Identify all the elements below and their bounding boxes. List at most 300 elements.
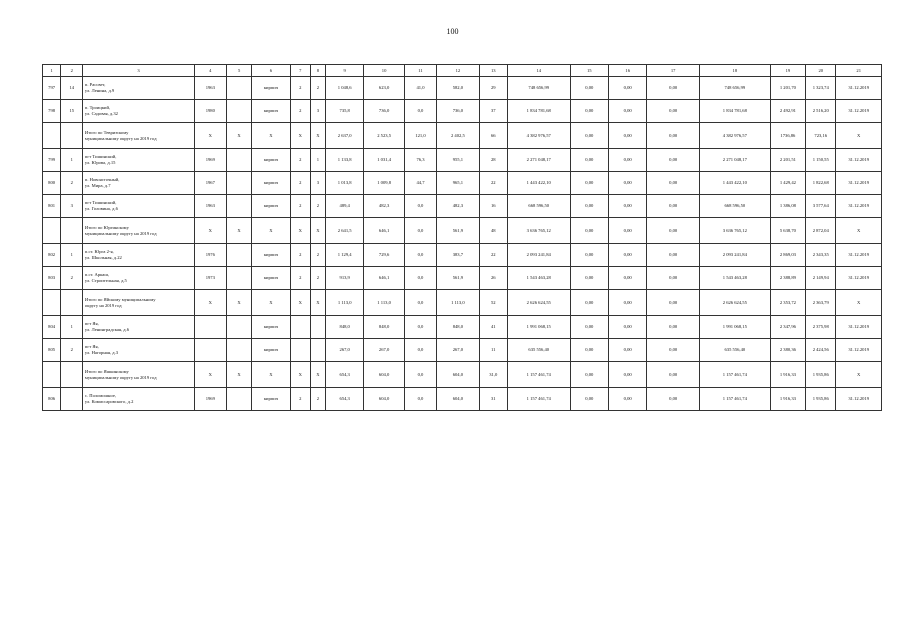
table-cell: 955,1: [437, 149, 479, 172]
column-number: 7: [290, 65, 310, 77]
column-number: 4: [194, 65, 226, 77]
table-cell: 2: [290, 267, 310, 290]
table-cell: 1 935,86: [806, 362, 836, 388]
table-cell: 561,9: [437, 218, 479, 244]
table-cell: 15: [61, 100, 83, 123]
address-cell: Итого по Тевризскому муниципальному округу на 2019 год: [83, 123, 194, 149]
table-cell: 2 347,96: [770, 316, 805, 339]
table-cell: 0,0: [404, 290, 436, 316]
table-cell: 0,00: [608, 316, 646, 339]
address-cell: с. Поломошное, ул. Комиссаровского, д.2: [83, 388, 194, 411]
table-cell: 1 113,0: [437, 290, 479, 316]
table-cell: X: [310, 218, 325, 244]
table-cell: [226, 149, 251, 172]
table-cell: 1: [61, 149, 83, 172]
column-number: 18: [699, 65, 770, 77]
table-cell: кирпич: [252, 195, 290, 218]
table-cell: 1 150,55: [806, 149, 836, 172]
table-cell: 0,0: [404, 316, 436, 339]
table-cell: 1 129,4: [325, 244, 363, 267]
table-cell: 2: [310, 244, 325, 267]
table-row: [43, 100, 882, 123]
table-cell: 1973: [194, 267, 226, 290]
table-cell: 1 133,8: [325, 149, 363, 172]
table-cell: 604,0: [437, 388, 479, 411]
table-cell: 0,00: [647, 244, 700, 267]
table-cell: 1 916,33: [770, 362, 805, 388]
table-cell: X: [290, 290, 310, 316]
table-cell: X: [226, 123, 251, 149]
address-cell: пгт Яя, ул. Нагорная, д.3: [83, 339, 194, 362]
column-number: 11: [404, 65, 436, 77]
table-cell: кирпич: [252, 149, 290, 172]
table-cell: 2 093 241,84: [507, 244, 570, 267]
table-cell: 2 375,98: [806, 316, 836, 339]
table-cell: 2 492,91: [770, 100, 805, 123]
table-cell: [194, 339, 226, 362]
table-cell: 0,00: [647, 149, 700, 172]
address-cell: п.ст. Юрга 2-я, ул. Школьная, д.22: [83, 244, 194, 267]
table-cell: [226, 316, 251, 339]
table-cell: 0,00: [608, 100, 646, 123]
table-cell: 0,00: [647, 77, 700, 100]
table-cell: 2: [290, 195, 310, 218]
table-cell: кирпич: [252, 339, 290, 362]
table-cell: 1 048,6: [325, 77, 363, 100]
table-cell: 0,00: [608, 172, 646, 195]
table-cell: 2 271 048,17: [507, 149, 570, 172]
table-cell: 0,00: [608, 339, 646, 362]
table-cell: 0,00: [608, 362, 646, 388]
table-cell: 0,00: [647, 388, 700, 411]
table-cell: 26: [479, 267, 507, 290]
column-number: 14: [507, 65, 570, 77]
table-cell: 5 638,70: [770, 218, 805, 244]
table-cell: 0,00: [570, 100, 608, 123]
table-cell: 0,00: [647, 123, 700, 149]
table-cell: 29: [479, 77, 507, 100]
table-cell: X: [836, 362, 882, 388]
table-cell: 1: [310, 149, 325, 172]
table-cell: 1967: [194, 172, 226, 195]
table-cell: 4 382 976,57: [507, 123, 570, 149]
table-cell: 0,00: [570, 316, 608, 339]
table-cell: X: [252, 123, 290, 149]
table-cell: 31.12.2019: [836, 172, 882, 195]
column-number: 1: [43, 65, 61, 77]
table-cell: 1 157 461,74: [699, 388, 770, 411]
table-cell: 799: [43, 149, 61, 172]
table-cell: 804: [43, 316, 61, 339]
table-cell: X: [290, 362, 310, 388]
table-cell: 4 382 976,57: [699, 123, 770, 149]
table-cell: 1969: [194, 388, 226, 411]
table-cell: [290, 339, 310, 362]
table-cell: 2 353,72: [770, 290, 805, 316]
table-cell: 801: [43, 195, 61, 218]
table-cell: [61, 218, 83, 244]
table-cell: кирпич: [252, 244, 290, 267]
table-cell: 0,00: [570, 388, 608, 411]
table-cell: 0,0: [404, 244, 436, 267]
column-number: 20: [806, 65, 836, 77]
table-cell: кирпич: [252, 172, 290, 195]
table-cell: X: [226, 362, 251, 388]
address-cell: Итого по Яшкинскому муниципальному округу на 2019 год: [83, 362, 194, 388]
subtotal-row: [43, 362, 882, 388]
table-cell: X: [226, 218, 251, 244]
column-number: 19: [770, 65, 805, 77]
table-cell: 1 013,8: [325, 172, 363, 195]
table-cell: [61, 388, 83, 411]
table-cell: [61, 362, 83, 388]
table-cell: 37: [479, 100, 507, 123]
table-cell: 0,00: [608, 218, 646, 244]
table-cell: 2: [310, 267, 325, 290]
table-cell: 1 323,74: [806, 77, 836, 100]
table-cell: 1 386,08: [770, 195, 805, 218]
table-cell: 2 626 624,55: [507, 290, 570, 316]
table-cell: X: [194, 123, 226, 149]
table-cell: 31: [479, 388, 507, 411]
table-cell: 1 429,42: [770, 172, 805, 195]
subtotal-row: [43, 123, 882, 149]
table-cell: 3 636 765,12: [507, 218, 570, 244]
table-cell: 0,00: [608, 267, 646, 290]
table-cell: 2 271 048,17: [699, 149, 770, 172]
table-cell: 3: [310, 100, 325, 123]
table-cell: 748 656,99: [699, 77, 770, 100]
table-cell: 1 031,4: [364, 149, 404, 172]
column-number: 2: [61, 65, 83, 77]
table-cell: 0,00: [570, 172, 608, 195]
table-cell: [226, 339, 251, 362]
table-cell: 0,00: [608, 244, 646, 267]
table-row: [43, 244, 882, 267]
table-cell: 0,00: [608, 77, 646, 100]
table-cell: X: [310, 290, 325, 316]
address-cell: п.ст. Аркаш, ул. Строительная, д.5: [83, 267, 194, 290]
table-cell: 0,00: [570, 77, 608, 100]
table-cell: 2 402,5: [437, 123, 479, 149]
table-cell: 1: [61, 244, 83, 267]
table-cell: 2 424,56: [806, 339, 836, 362]
table-cell: 736,0: [437, 100, 479, 123]
table-cell: 0,00: [570, 362, 608, 388]
table-cell: X: [226, 290, 251, 316]
table-cell: [61, 123, 83, 149]
column-number: 17: [647, 65, 700, 77]
table-cell: 2 626 624,55: [699, 290, 770, 316]
table-cell: 28: [479, 149, 507, 172]
table-cell: 848,0: [364, 316, 404, 339]
table-cell: 1 991 068,15: [507, 316, 570, 339]
table-cell: 0,00: [608, 388, 646, 411]
table-cell: 0,00: [608, 195, 646, 218]
table-cell: [43, 362, 61, 388]
table-cell: 2: [290, 100, 310, 123]
table-cell: 1 935,86: [806, 388, 836, 411]
table-cell: 0,00: [647, 195, 700, 218]
table-cell: 2: [61, 339, 83, 362]
address-cell: пгт Тишинский, ул. Юрова, д.15: [83, 149, 194, 172]
table-cell: 52: [479, 290, 507, 316]
table-cell: 31.12.2019: [836, 267, 882, 290]
table-cell: 0,00: [647, 100, 700, 123]
table-cell: 668 596,50: [699, 195, 770, 218]
table-cell: 3: [61, 195, 83, 218]
column-number: 13: [479, 65, 507, 77]
address-cell: пгт Яя, ул. Ленинградская, д.6: [83, 316, 194, 339]
table-cell: 1963: [194, 77, 226, 100]
table-cell: X: [252, 218, 290, 244]
table-cell: 1 009,8: [364, 172, 404, 195]
table-cell: 44,7: [404, 172, 436, 195]
table-cell: 14: [61, 77, 83, 100]
table-cell: [43, 123, 61, 149]
table-cell: 66: [479, 123, 507, 149]
table-cell: 0,00: [647, 339, 700, 362]
table-cell: 2 516,20: [806, 100, 836, 123]
table-cell: 805: [43, 339, 61, 362]
table-row: [43, 149, 882, 172]
table-cell: 121,0: [404, 123, 436, 149]
table-cell: 0,0: [404, 362, 436, 388]
table-cell: X: [290, 123, 310, 149]
table-cell: 1 991 068,15: [699, 316, 770, 339]
table-cell: 635 556,40: [699, 339, 770, 362]
table-cell: 0,00: [608, 149, 646, 172]
table-row: [43, 267, 882, 290]
table-cell: 604,0: [364, 362, 404, 388]
table-cell: 0,0: [404, 388, 436, 411]
table-cell: 482,3: [364, 195, 404, 218]
table-cell: 0,00: [647, 316, 700, 339]
table-cell: 1 834 781,68: [507, 100, 570, 123]
table-cell: 1 822,68: [806, 172, 836, 195]
table-cell: 76,3: [404, 149, 436, 172]
page-number: 100: [446, 27, 459, 36]
table-cell: 482,3: [437, 195, 479, 218]
table-cell: 31.12.2019: [836, 339, 882, 362]
table-cell: 806: [43, 388, 61, 411]
table-cell: 3 577,64: [806, 195, 836, 218]
table-cell: 604,0: [437, 362, 479, 388]
table-cell: 0,0: [404, 218, 436, 244]
column-number: 5: [226, 65, 251, 77]
table-cell: кирпич: [252, 77, 290, 100]
column-number: 9: [325, 65, 363, 77]
table-cell: X: [194, 362, 226, 388]
table-cell: 729,6: [364, 244, 404, 267]
table-cell: 0,00: [570, 195, 608, 218]
table-row: [43, 339, 882, 362]
table-cell: 561,9: [437, 267, 479, 290]
table-cell: 2: [61, 267, 83, 290]
table-cell: 3: [310, 172, 325, 195]
table-cell: 31.12.2019: [836, 244, 882, 267]
table-cell: X: [836, 290, 882, 316]
table-cell: 2 201,51: [770, 149, 805, 172]
table-row: [43, 195, 882, 218]
table-body: [43, 65, 882, 411]
table-cell: 1969: [194, 149, 226, 172]
table-cell: 2 523,5: [364, 123, 404, 149]
table-cell: 1 157 461,74: [507, 388, 570, 411]
table-cell: X: [252, 362, 290, 388]
table-cell: 2 869,03: [770, 244, 805, 267]
table-cell: [226, 267, 251, 290]
table-cell: 735,8: [325, 100, 363, 123]
table-cell: 267,0: [364, 339, 404, 362]
table-cell: 1963: [194, 195, 226, 218]
table-cell: 797: [43, 77, 61, 100]
table-cell: 0,00: [570, 244, 608, 267]
table-cell: X: [194, 218, 226, 244]
table-cell: [194, 316, 226, 339]
address-cell: Итого по Юргинскому муниципальному округу на 2019 год: [83, 218, 194, 244]
table-cell: 489,4: [325, 195, 363, 218]
table-cell: 604,0: [364, 388, 404, 411]
table-cell: X: [290, 218, 310, 244]
table-cell: 2: [290, 149, 310, 172]
table-cell: 2: [310, 77, 325, 100]
table-cell: 16: [479, 195, 507, 218]
table-cell: 31.12.2019: [836, 195, 882, 218]
table-cell: 2 149,94: [806, 267, 836, 290]
table-cell: 383,7: [437, 244, 479, 267]
table-cell: [226, 388, 251, 411]
table-cell: 1 113,0: [364, 290, 404, 316]
table-cell: 0,00: [570, 290, 608, 316]
table-cell: 635 556,40: [507, 339, 570, 362]
column-number: 16: [608, 65, 646, 77]
register-table: [42, 64, 882, 411]
table-cell: 848,0: [325, 316, 363, 339]
table-cell: 1 157 461,74: [507, 362, 570, 388]
table-cell: 2: [290, 388, 310, 411]
table-cell: X: [252, 290, 290, 316]
table-cell: 0,00: [570, 149, 608, 172]
table-cell: 913,9: [325, 267, 363, 290]
table-cell: 3 636 765,12: [699, 218, 770, 244]
column-number: 15: [570, 65, 608, 77]
table-cell: 646,1: [364, 267, 404, 290]
table-cell: 1976: [194, 244, 226, 267]
table-cell: X: [836, 218, 882, 244]
table-cell: X: [310, 362, 325, 388]
table-cell: 267,0: [325, 339, 363, 362]
column-number: 21: [836, 65, 882, 77]
table-cell: 11: [479, 339, 507, 362]
table-cell: 41,0: [404, 77, 436, 100]
table-cell: 654,3: [325, 362, 363, 388]
table-cell: кирпич: [252, 267, 290, 290]
table-cell: 965,1: [437, 172, 479, 195]
table-cell: 1980: [194, 100, 226, 123]
table-cell: кирпич: [252, 100, 290, 123]
address-cell: пгт Тишинский, ул. Головина, д.6: [83, 195, 194, 218]
table-row: [43, 172, 882, 195]
address-cell: Итого по Яйскому муниципальному округу на 2019 год: [83, 290, 194, 316]
table-cell: 48: [479, 218, 507, 244]
column-number: 10: [364, 65, 404, 77]
table-cell: 1 543 463,28: [507, 267, 570, 290]
table-cell: [226, 172, 251, 195]
table-cell: кирпич: [252, 388, 290, 411]
table-cell: 2: [290, 244, 310, 267]
column-number: 8: [310, 65, 325, 77]
address-cell: п. Рассвет, ул. Ленина, д.9: [83, 77, 194, 100]
table-cell: 22: [479, 172, 507, 195]
table-cell: 0,00: [647, 172, 700, 195]
table-cell: 798: [43, 100, 61, 123]
table-cell: 41: [479, 316, 507, 339]
table-cell: 0,00: [647, 218, 700, 244]
table-cell: 0,00: [570, 123, 608, 149]
table-cell: 736,0: [364, 100, 404, 123]
table-cell: 31.12.2019: [836, 388, 882, 411]
column-number: 12: [437, 65, 479, 77]
table-cell: 1 157 461,74: [699, 362, 770, 388]
table-cell: [226, 77, 251, 100]
table-cell: 623,0: [364, 77, 404, 100]
subtotal-row: [43, 218, 882, 244]
table-cell: [61, 290, 83, 316]
table-cell: 2: [310, 195, 325, 218]
table-cell: X: [194, 290, 226, 316]
table-row: [43, 316, 882, 339]
table-cell: X: [310, 123, 325, 149]
table-cell: 0,00: [608, 290, 646, 316]
table-cell: [310, 339, 325, 362]
table-cell: 723,16: [806, 123, 836, 149]
table-cell: 2: [290, 172, 310, 195]
table-cell: 654,3: [325, 388, 363, 411]
table-cell: 1 113,0: [325, 290, 363, 316]
table-cell: 0,0: [404, 195, 436, 218]
table-cell: 1 443 422,10: [507, 172, 570, 195]
table-cell: 668 596,50: [507, 195, 570, 218]
table-cell: 2 872,04: [806, 218, 836, 244]
table-cell: 2 363,79: [806, 290, 836, 316]
table-cell: 803: [43, 267, 61, 290]
table-cell: 0,00: [647, 290, 700, 316]
table-cell: 800: [43, 172, 61, 195]
table-cell: [290, 316, 310, 339]
table-cell: 0,00: [570, 218, 608, 244]
table-cell: 1 543 463,28: [699, 267, 770, 290]
table-cell: кирпич: [252, 316, 290, 339]
table-cell: [43, 218, 61, 244]
table-row: [43, 77, 882, 100]
table-cell: 646,1: [364, 218, 404, 244]
table-cell: 31.12.2019: [836, 149, 882, 172]
table-cell: 0,0: [404, 267, 436, 290]
table-cell: 0,0: [404, 339, 436, 362]
table-cell: 267,0: [437, 339, 479, 362]
column-number-row: [43, 65, 882, 77]
table-cell: 1736,86: [770, 123, 805, 149]
table-cell: [43, 290, 61, 316]
table-cell: [226, 100, 251, 123]
table-cell: 0,00: [608, 123, 646, 149]
table-cell: 0,00: [570, 339, 608, 362]
table-cell: 22: [479, 244, 507, 267]
table-cell: 802: [43, 244, 61, 267]
table-cell: [310, 316, 325, 339]
table-cell: [226, 195, 251, 218]
